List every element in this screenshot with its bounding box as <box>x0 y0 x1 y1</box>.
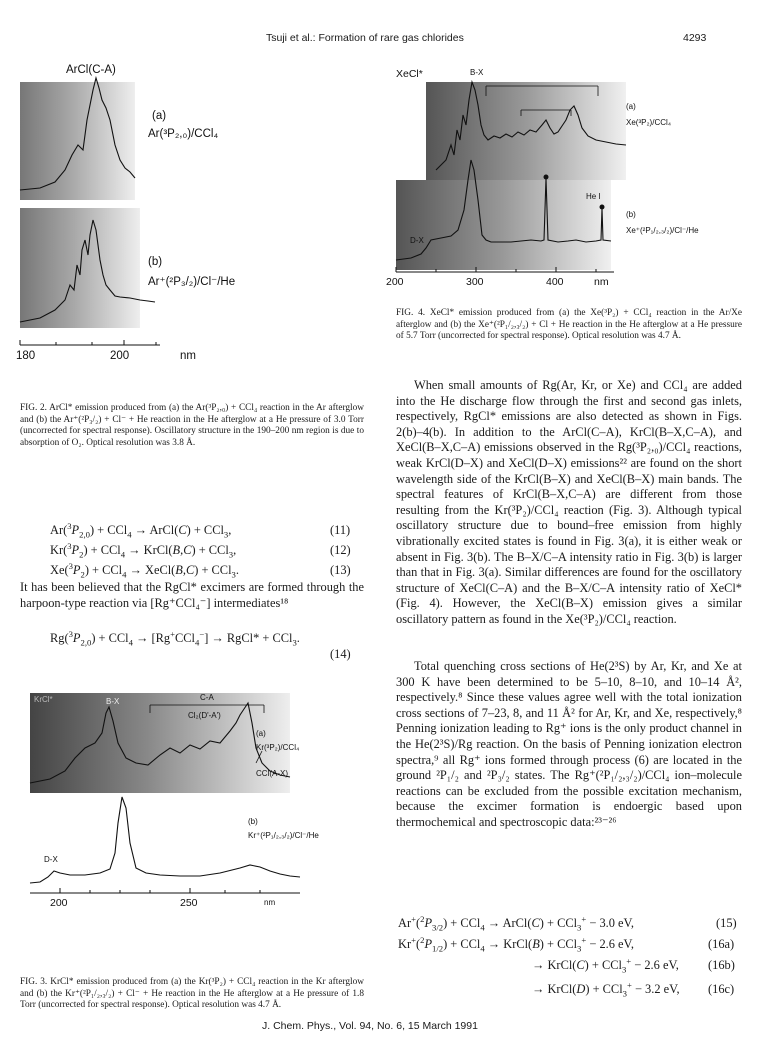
fig4b-photo-bg <box>396 180 611 270</box>
fig4-tick-400: 400 <box>546 276 564 288</box>
harpoon-paragraph: It has been believed that the RgCl* excimers are formed through the harpoon-type reaction via [Rg⁺CCl₄⁻] intermediates¹⁸ <box>20 580 364 610</box>
fig3a-reaction: Kr(³P₂)/CCl₄ <box>256 743 300 752</box>
fig4-corner-label: XeCl* <box>396 68 423 80</box>
fig3-tick-200: 200 <box>50 897 68 909</box>
equation-16a: $Kr^+(^2P_{1/2}) + CCl_4$ → KrCl(B) + CCl$_3$+ − 2.6 eV, <box>398 934 634 954</box>
fig2-title: ArCl(C-A) <box>66 64 116 76</box>
fig2b-reaction: Ar⁺(²P₃/₂)/Cl⁻/He <box>148 276 236 288</box>
fig4-tick-300: 300 <box>466 276 484 288</box>
running-title: Tsuji et al.: Formation of rare gas chlorides <box>266 32 464 44</box>
fig3b-trace <box>30 797 300 883</box>
figure-4 <box>386 60 736 300</box>
fig2a-label: (a) <box>152 110 167 122</box>
fig2b-photo-bg <box>20 208 140 328</box>
fig3-dx-label: D-X <box>44 855 58 864</box>
equation-14: $Rg(^3P_{2,0}) + CCl_4 \to [Rg^+CCl_4^-]$ → RgCl* + CCl$_3$. <box>50 628 300 648</box>
equation-16b: → KrCl(C) + CCl$_3$+ − 2.6 eV, <box>532 955 679 975</box>
fig4a-photo-bg <box>426 82 626 180</box>
fig4-tick-200: 200 <box>386 276 404 288</box>
fig3-caption: FIG. 3. KrCl* emission produced from (a) the Kr(³P₂) + CCl₄ reaction in the Kr afterglow and (b) the Kr⁺(²P₁/₂,₃/₂) + Cl⁻ + He reaction in the He afterglow at a He pressure of 1.8 Torr (uncorrected for spectral response). Optical resolution was 4.7 Å. <box>20 977 364 1011</box>
fig4a-label: (a) <box>626 102 636 111</box>
fig3b-label: (b) <box>248 817 258 826</box>
paragraph-1: When small amounts of Rg(Ar, Kr, or Xe) and CCl₄ are added into the He discharge flow through the first and second gas inlets, respectively, RgCl* emissions are also detected as shown in Figs. 2(b)–4(b). In addition to the ArCl(C–A), KrCl(B–X,C–A), and XeCl(B–X,C–A) emissions observed in the Rg(³P₂,₀)/CCl₄ reactions, weak KrCl(D–X) and XeCl(D–X) emissions²² are found on the short wavelength side of the KrCl(B–X) and XeCl(B–X) main bands. The spectral features of KrCl(B–X,C–A) are different from those resulting from the Kr(³P₂)/CCl₄ reaction (Fig. 3). Although typical oscillatory structure due to bound–free emission from highly vibrationally excited states is found in Fig. 3(a), it is either weak or absent in Fig. 3(b). The B–X/C–A intensity ratio in Fig. 3(b) is larger than that in Fig. 3(a). Similar differences are found for the oscillatory structure of XeCl(C–A) and the B–X/C–A intensity ratio of XeCl* (Fig. 4). However, the XeCl(B–X) emission gives a similar oscillatory pattern as found in the Xe(³P₂)/CCl₄ reaction. <box>396 378 742 626</box>
fig2-spectra <box>20 60 360 370</box>
fig3-tick-250: 250 <box>180 897 198 909</box>
equation-16c: → KrCl(D) + CCl$_3$+ − 3.2 eV, <box>532 979 680 999</box>
equation-16c-number: (16c) <box>708 982 735 996</box>
fig2b-label: (b) <box>148 256 163 268</box>
journal-footer: J. Chem. Phys., Vol. 94, No. 6, 15 March 1991 <box>262 1020 478 1032</box>
equation-15-number: (15) <box>716 916 737 930</box>
paragraph-2: Total quenching cross sections of He(2³S) by Ar, Kr, and Xe at 300 K have been determined to be 5–10, 8–10, and 10–14 Å², respectively.⁸ Since these values agree well with the total ionization cross sections of 7–23, 8, and 11 Å² for Ar, Kr, and Xe, respectively,⁸ Penning ionization leading to Rg⁺ ions is the only product channel in the He(2³S)/Rg reaction. On the basis of Penning ionization electron spectra,⁹ all Rg⁺ ions formed through process (6) are located in the ground ²P₁/₂ and ²P₃/₂ states. The Rg⁺(²P₁/₂,₃/₂)/CCl₄ ion–molecule reactions can be excluded from the possible excitation mechanism, because the excimer formation is endoergic based upon thermochemical and spectroscopic data:²³⁻²⁶ <box>396 659 742 829</box>
fig4-dx-label: D-X <box>410 236 424 245</box>
fig4-spectra <box>396 60 736 300</box>
fig2-tick-180: 180 <box>16 350 36 362</box>
fig3a-photo-bg <box>30 693 290 793</box>
fig2a-reaction: Ar(³P₂,₀)/CCl₄ <box>148 128 219 140</box>
fig4-caption: FIG. 4. XeCl* emission produced from (a) the Xe(³P₂) + CCl₄ reaction in the Ar/Xe afterglow and (b) the Xe⁺(²P₁/₂,₃/₂) + Cl + He reaction in the He afterglow at a He pressure of 5.7 Torr (uncorrected for spectral response). Optical resolution was 4.7 Å. <box>396 308 742 342</box>
equation-11: $Ar(^3P_{2,0}) + CCl_4$ → ArCl(C) + CCl$_3$, <box>50 520 232 540</box>
fig4b-reaction: Xe⁺(²P₁/₂,₃/₂)/Cl⁻/He <box>626 226 699 235</box>
figure-3 <box>30 693 360 909</box>
fig2-unit: nm <box>180 350 196 362</box>
fig3-bx-label: B-X <box>106 697 120 706</box>
figure-2 <box>16 60 360 370</box>
equation-16b-number: (16b) <box>708 958 735 972</box>
fig2-caption: FIG. 2. ArCl* emission produced from (a) the Ar(³P₂,₀) + CCl₄ reaction in the Ar afterglow and (b) the Ar⁺(²P₃/₂) + Cl⁻ + He reaction in the He afterglow at a He pressure of 3.0 Torr (uncorrected for spectral response). Oscillatory structure in the 190–200 nm region is due to absorption of O₂. Optical resolution was 3.8 Å. <box>20 403 364 448</box>
fig3-ca-label: C-A <box>200 693 214 702</box>
fig3-ccl-label: CCl(A-X) <box>256 769 288 778</box>
page-number: 4293 <box>683 32 707 44</box>
equation-15: $Ar^+(^2P_{3/2}) + CCl_4$ → ArCl(C) + CCl$_3$+ − 3.0 eV, <box>398 913 634 933</box>
fig4-unit: nm <box>594 276 609 288</box>
equation-14-number: (14) <box>330 647 351 661</box>
fig2-tick-200: 200 <box>110 350 130 362</box>
fig3a-label: (a) <box>256 729 266 738</box>
fig3-corner-label: KrCl* <box>34 695 53 704</box>
fig3-spectra <box>30 693 360 898</box>
equation-12-number: (12) <box>330 543 351 557</box>
fig3b-reaction: Kr⁺(²P₁/₂,₃/₂)/Cl⁻/He <box>248 831 319 840</box>
fig4a-reaction: Xe(³P₂)/CCl₄ <box>626 118 672 127</box>
equation-12: $Kr(^3P_2) + CCl_4$ → KrCl(B,C) + CCl$_3$, <box>50 540 237 560</box>
fig4-hei-label: He I <box>586 192 601 201</box>
equation-13-number: (13) <box>330 563 351 577</box>
fig3-cl2-label: Cl₂(D'-A') <box>188 711 221 720</box>
equation-13: $Xe(^3P_2) + CCl_4$ → XeCl(B,C) + CCl$_3$. <box>50 560 239 580</box>
fig3-unit: nm <box>264 898 276 907</box>
equation-16a-number: (16a) <box>708 937 735 951</box>
fig4-bx-label: B-X <box>470 68 484 77</box>
fig2a-photo-bg <box>20 82 135 200</box>
fig4b-label: (b) <box>626 210 636 219</box>
equation-11-number: (11) <box>330 523 351 537</box>
